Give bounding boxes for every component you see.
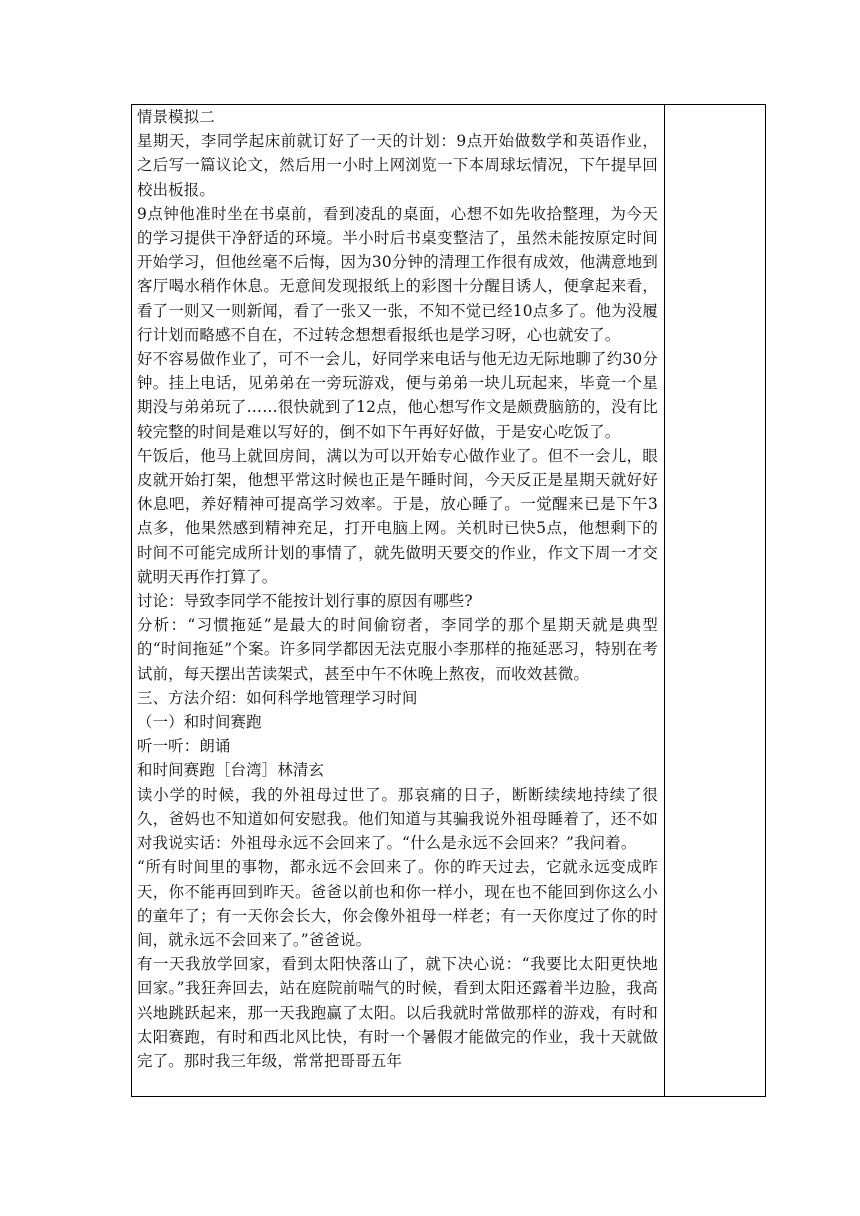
- section-heading: 情景模拟二: [137, 108, 215, 126]
- paragraph: 好不容易做作业了，可不一会儿，好同学来电话与他无边无际地聊了约30分钟。挂上电话，见弟弟在一旁玩游戏，便与弟弟一块儿玩起来，毕竟一个星期没与弟弟玩了……很快就到了12点，他心想写作文是颇费脑筋的，没有比较完整的时间是难以写好的，倒不如下午再好好做，于是安心吃饭了。: [137, 350, 658, 441]
- main-content-cell: [132, 105, 665, 1096]
- paragraph: 午饭后，他马上就回房间，满以为可以开始专心做作业了。但不一会儿，眼皮就开始打架，他想平常这时候也正是午睡时间，今天反正是星期天就好好休息吧，养好精神可提高学习效率。于是，放心睡了。一觉醒来已是下午3点多，他果然感到精神充足，打开电脑上网。关机时已快5点，他想剩下的时间不可能完成所计划的事情了，就先做明天要交的作业，作文下周一才交就明天再作打算了。: [137, 446, 658, 586]
- analysis-paragraph: 分析：“习惯拖延”是最大的时间偷窃者，李同学的那个星期天就是典型的“时间拖延”个案。许多同学都因无法克服小李那样的拖延恶习，特别在考试前，每天摆出苦读架式，甚至中午不休晚上熬夜，而收效甚微。: [137, 616, 658, 683]
- activity-label: 听一听：朗诵: [137, 737, 231, 756]
- document-table: [131, 104, 766, 1097]
- paragraph: 有一天我放学回家，看到太阳快落山了，就下决心说：“我要比太阳更快地回家。”我狂奔回去，站在庭院前喘气的时候，看到太阳还露着半边脸，我高兴地跳跃起来，那一天我跑赢了太阳。以后我就时常做那样的游戏，有时和太阳赛跑，有时和西北风比快，有时一个暑假才能做完的作业，我十天就做完了。那时我三年级，常常把哥哥五年: [137, 955, 658, 1070]
- notes-column-cell: [665, 105, 765, 1096]
- paragraph: 星期天，李同学起床前就订好了一天的计划：9点开始做数学和英语作业，之后写一篇议论文，然后用一小时上网浏览一下本周球坛情况，下午提早回校出板报。: [137, 132, 658, 199]
- paragraph: 读小学的时候，我的外祖母过世了。那哀痛的日子，断断续续地持续了很久，爸妈也不知道如何安慰我。他们知道与其骗我说外祖母睡着了，还不如对我说实话：外祖母永远不会回来了。“什么是永远不会回来？”我问着。: [137, 785, 658, 853]
- paragraph: “所有时间里的事物，都永远不会回来了。你的昨天过去，它就永远变成昨天，你不能再回到昨天。爸爸以前也和你一样小，现在也不能回到你这么小的童年了；有一天你会长大，你会像外祖母一样老；有一天你度过了你的时间，就永远不会回来了。”爸爸说。: [137, 858, 658, 949]
- subsection-heading: （一）和时间赛跑: [137, 713, 262, 732]
- reading-title: 和时间赛跑［台湾］林清玄: [137, 761, 325, 780]
- section-heading: 三、方法介绍：如何科学地管理学习时间: [137, 688, 418, 707]
- paragraph: 9点钟他准时坐在书桌前，看到凌乱的桌面，心想不如先收拾整理，为今天的学习提供干净舒适的环境。半小时后书桌变整洁了，虽然未能按原定时间开始学习，但他丝毫不后悔，因为30分钟的清理工作很有成效，他满意地到客厅喝水稍作休息。无意间发现报纸上的彩图十分醒目诱人，便拿起来看，看了一则又一则新闻，看了一张又一张，不知不觉已经10点多了。他为没履行计划而略感不自在，不过转念想想看报纸也是学习呀，心也就安了。: [137, 204, 658, 344]
- discussion-question: 讨论：导致李同学不能按计划行事的原因有哪些?: [137, 592, 473, 611]
